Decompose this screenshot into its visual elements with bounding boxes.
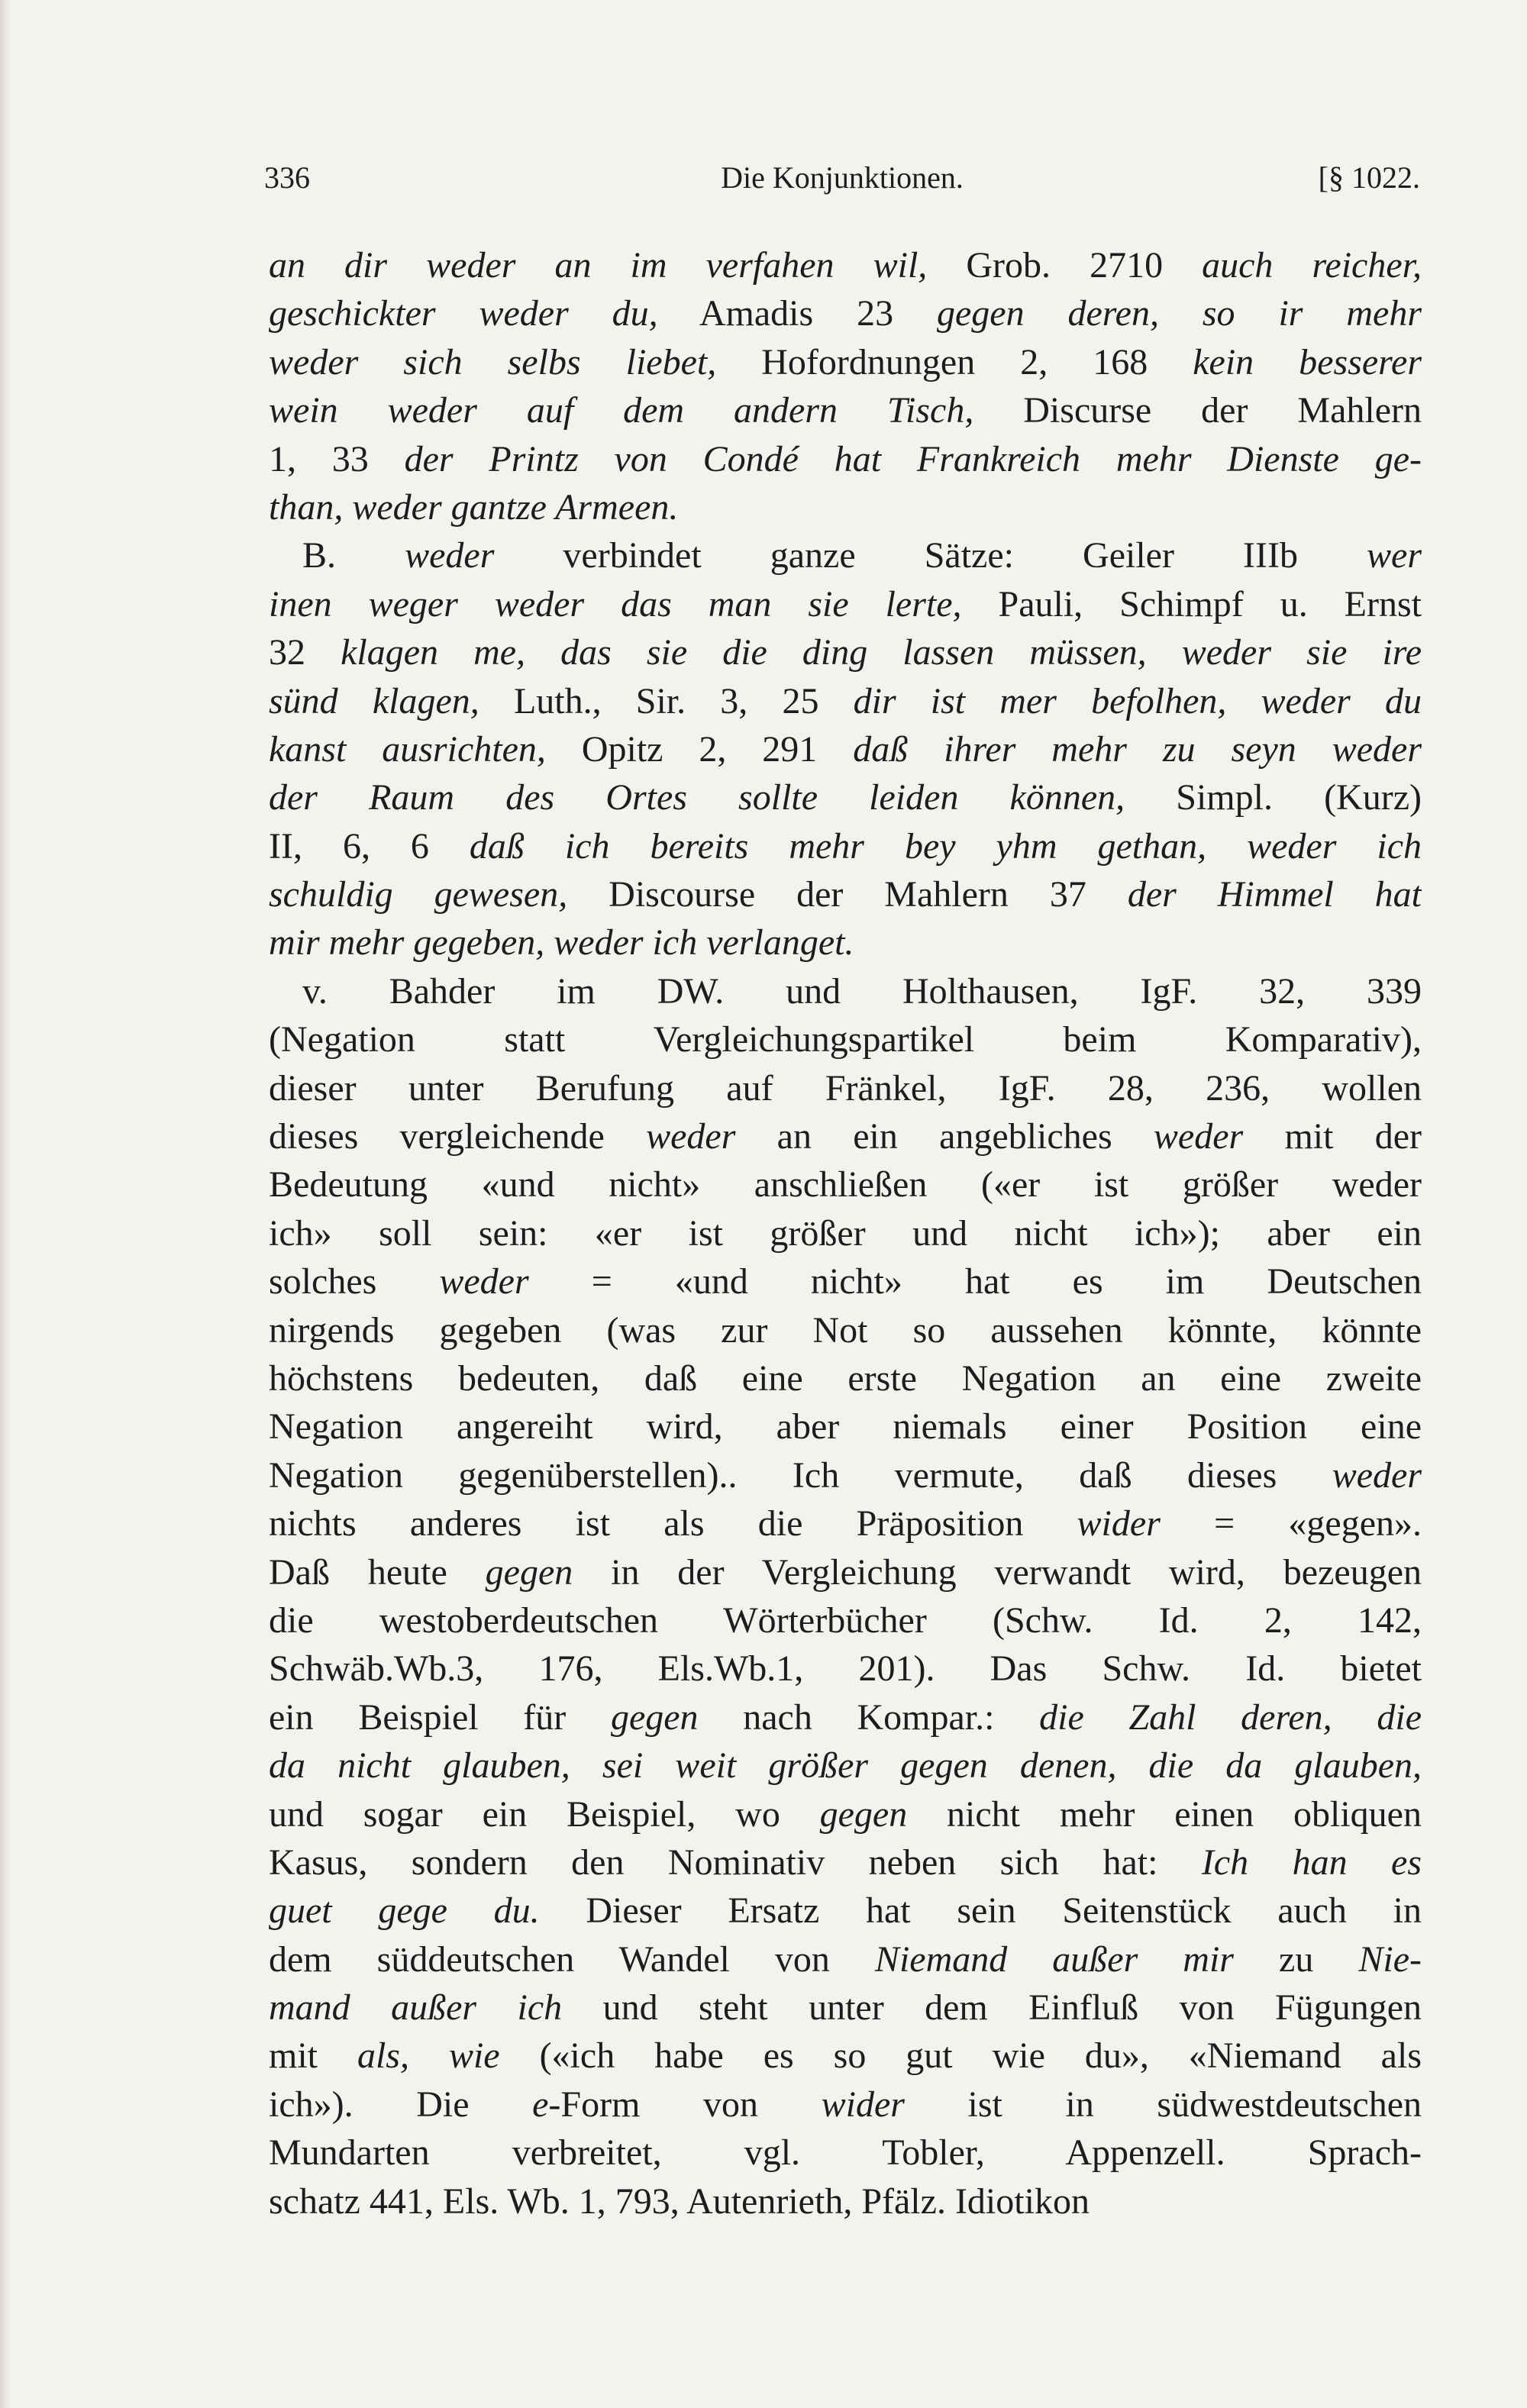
italic-segment: weder (646, 1116, 736, 1157)
text-line (269, 1354, 1422, 1403)
text-line (269, 1887, 1422, 1935)
italic-segment: wider (821, 2084, 905, 2125)
text-segment: dem süddeutschen Wandel von (269, 1938, 875, 1980)
italic-segment: gegen (485, 1551, 573, 1593)
text-line (269, 289, 1422, 337)
italic-segment: e (532, 2084, 549, 2125)
italic-segment: die Zahl deren, die (1039, 1696, 1422, 1738)
italic-segment: gegen (610, 1696, 699, 1738)
text-segment: 32 (269, 632, 341, 673)
italic-segment: geschickter weder du, (269, 293, 658, 334)
text-segment: Amadis 23 (657, 293, 937, 334)
text-segment: verbindet ganze Sätze: Geiler IIIb (494, 535, 1367, 576)
italic-segment: der Himmel hat (1127, 874, 1422, 915)
italic-segment: guet gege du. (269, 1890, 540, 1932)
text-segment: Mundarten verbreitet, vgl. Tobler, Appenzell. Sprach- (269, 2132, 1422, 2174)
text-line (269, 967, 1422, 1015)
text-segment: ist in südwestdeutschen (904, 2084, 1422, 2125)
text-line (269, 1548, 1422, 1596)
text-line (269, 1741, 1422, 1790)
text-segment: nach Kompar.: (698, 1696, 1040, 1738)
text-segment: mit der (1243, 1116, 1422, 1157)
text-segment: 1, 33 (269, 438, 405, 479)
italic-segment: inen weger weder das man sie lerte, (269, 583, 962, 625)
text-line (269, 2080, 1422, 2129)
italic-segment: der Raum des Ortes sollte leiden können, (269, 777, 1125, 818)
text-segment: zu (1233, 1938, 1359, 1980)
text-line (269, 531, 1422, 579)
text-line (269, 1935, 1422, 1984)
italic-segment: wer (1367, 535, 1422, 576)
text-line (269, 1160, 1422, 1209)
text-line (269, 725, 1422, 773)
italic-segment: weder (405, 535, 495, 576)
italic-segment: mand außer ich (269, 1987, 563, 2029)
italic-segment: wider (1077, 1503, 1161, 1545)
text-line (269, 483, 1422, 531)
text-line (269, 241, 1422, 289)
text-segment: Simpl. (Kurz) (1125, 777, 1422, 818)
text-segment: -Form von (548, 2084, 822, 2125)
text-segment: dieses vergleichende (269, 1116, 647, 1157)
text-segment: dieser unter Berufung auf Fränkel, IgF. 28, 236, wollen (269, 1067, 1422, 1109)
text-segment: II, 6, 6 (269, 825, 470, 867)
italic-segment: klagen me, das sie die ding lassen müssen, weder sie ire (341, 632, 1422, 673)
text-segment: höchstens bedeuten, daß eine erste Negation an eine zweite (269, 1357, 1422, 1399)
text-line (269, 2129, 1422, 2177)
text-line (269, 918, 1422, 967)
text-segment: mit (269, 2035, 357, 2077)
page-header (264, 151, 1420, 205)
italic-segment: Nie- (1358, 1938, 1422, 1980)
text-segment: Discurse der Mahlern (973, 390, 1422, 431)
text-segment: Dieser Ersatz hat sein Seitenstück auch in (539, 1890, 1422, 1932)
italic-segment: als, wie (357, 2035, 500, 2077)
italic-segment: weder (1332, 1454, 1422, 1496)
text-line (269, 870, 1422, 918)
text-segment: solches (269, 1261, 440, 1302)
text-segment: Opitz 2, 291 (545, 728, 854, 770)
text-line (269, 1209, 1422, 1257)
italic-segment: weder (1153, 1116, 1244, 1157)
text-line (269, 1451, 1422, 1499)
text-segment: Bedeutung «und nicht» anschließen («er ist größer weder (269, 1164, 1422, 1206)
text-segment: Grob. 2710 (927, 245, 1203, 286)
text-line (269, 1257, 1422, 1306)
text-line (269, 338, 1422, 386)
text-segment: Kasus, sondern den Nominativ neben sich hat: (269, 1842, 1202, 1883)
text-line (269, 1403, 1422, 1451)
text-segment: Negation angereiht wird, aber niemals einer Position eine (269, 1406, 1422, 1448)
text-line (269, 1112, 1422, 1160)
text-line (269, 1790, 1422, 1838)
text-line (269, 1645, 1422, 1693)
text-segment: Hofordnungen 2, 168 (716, 341, 1193, 383)
text-segment: v. Bahder im DW. und Holthausen, IgF. 32, 339 (302, 970, 1422, 1012)
text-segment: ich» soll sein: «er ist größer und nicht ich»); aber ein (269, 1212, 1422, 1254)
text-line (269, 628, 1422, 676)
text-line (269, 773, 1422, 821)
text-segment: Schwäb.Wb.3, 176, Els.Wb.1, 201). Das Schw. Id. bietet (269, 1648, 1422, 1690)
italic-segment: Niemand außer mir (874, 1938, 1234, 1980)
italic-segment: kanst ausrichten, (269, 728, 546, 770)
italic-segment: than, weder gantze Armeen. (269, 486, 679, 528)
italic-segment: Ich han es (1201, 1842, 1422, 1883)
italic-segment: schuldig gewesen, (269, 874, 568, 915)
text-segment: schatz 441, Els. Wb. 1, 793, Autenrieth, Pfälz. Idiotikon (269, 2180, 1090, 2222)
text-segment: (Negation statt Vergleichungspartikel beim Komparativ), (269, 1019, 1422, 1060)
text-segment: («ich habe es so gut wie du», «Niemand als (499, 2035, 1422, 2077)
page-edge-shadow (0, 0, 11, 2408)
text-line (269, 822, 1422, 870)
page-number: 336 (264, 160, 310, 195)
section-marker: [§ 1022. (1318, 160, 1420, 195)
italic-segment: mir mehr gegeben, weder ich verlanget. (269, 922, 854, 964)
text-segment: in der Vergleichung verwandt wird, bezeugen (573, 1551, 1422, 1593)
text-segment: B. (302, 535, 405, 576)
italic-segment: dir ist mer befolhen, weder du (853, 680, 1422, 721)
text-line (269, 386, 1422, 434)
italic-segment: daß ihrer mehr zu seyn weder (853, 728, 1422, 770)
text-segment: Pauli, Schimpf u. Ernst (961, 583, 1422, 625)
text-segment: = «gegen». (1160, 1503, 1422, 1545)
text-segment: und sogar ein Beispiel, wo (269, 1793, 820, 1835)
italic-segment: auch reicher, (1202, 245, 1422, 286)
body-text (269, 241, 1422, 2226)
italic-segment: gegen deren, so ir mehr (936, 293, 1422, 334)
text-line (269, 1984, 1422, 2032)
text-segment: an ein angebliches (735, 1116, 1154, 1157)
text-segment: nirgends gegeben (was zur Not so aussehen könnte, könnte (269, 1309, 1422, 1351)
text-line (269, 2032, 1422, 2080)
text-segment: nichts anderes ist als die Präposition (269, 1503, 1077, 1545)
italic-segment: da nicht glauben, sei weit größer gegen denen, die da glauben, (269, 1745, 1422, 1787)
text-line (269, 1499, 1422, 1548)
text-line (269, 1064, 1422, 1112)
text-line (269, 677, 1422, 725)
italic-segment: daß ich bereits mehr bey yhm gethan, weder ich (469, 825, 1422, 867)
text-segment: Luth., Sir. 3, 25 (479, 680, 854, 721)
text-segment: ich»). Die (269, 2084, 533, 2125)
text-line (269, 1693, 1422, 1741)
text-line (269, 1838, 1422, 1887)
italic-segment: an dir weder an im verfahen wil, (269, 245, 928, 286)
text-segment: ein Beispiel für (269, 1696, 611, 1738)
text-line (269, 1596, 1422, 1645)
text-line (269, 435, 1422, 483)
italic-segment: wein weder auf dem andern Tisch, (269, 390, 974, 431)
italic-segment: kein besserer (1193, 341, 1422, 383)
text-line (269, 1015, 1422, 1064)
italic-segment: der Printz von Condé hat Frankreich mehr Dienste ge- (404, 438, 1422, 479)
text-line (269, 580, 1422, 628)
italic-segment: gegen (819, 1793, 908, 1835)
text-segment: Daß heute (269, 1551, 486, 1593)
text-segment: Negation gegenüberstellen).. Ich vermute, daß dieses (269, 1454, 1332, 1496)
italic-segment: weder (439, 1261, 529, 1302)
text-segment: = «und nicht» hat es im Deutschen (528, 1261, 1422, 1302)
text-segment: und steht unter dem Einfluß von Fügungen (562, 1987, 1422, 2029)
text-line (269, 1306, 1422, 1354)
text-line (269, 2177, 1422, 2226)
text-segment: die westoberdeutschen Wörterbücher (Schw. Id. 2, 142, (269, 1599, 1422, 1641)
text-segment: Discourse der Mahlern 37 (567, 874, 1128, 915)
text-segment: nicht mehr einen obliquen (907, 1793, 1422, 1835)
running-title: Die Konjunktionen. (721, 160, 964, 195)
italic-segment: sünd klagen, (269, 680, 479, 721)
italic-segment: weder sich selbs liebet, (269, 341, 717, 383)
